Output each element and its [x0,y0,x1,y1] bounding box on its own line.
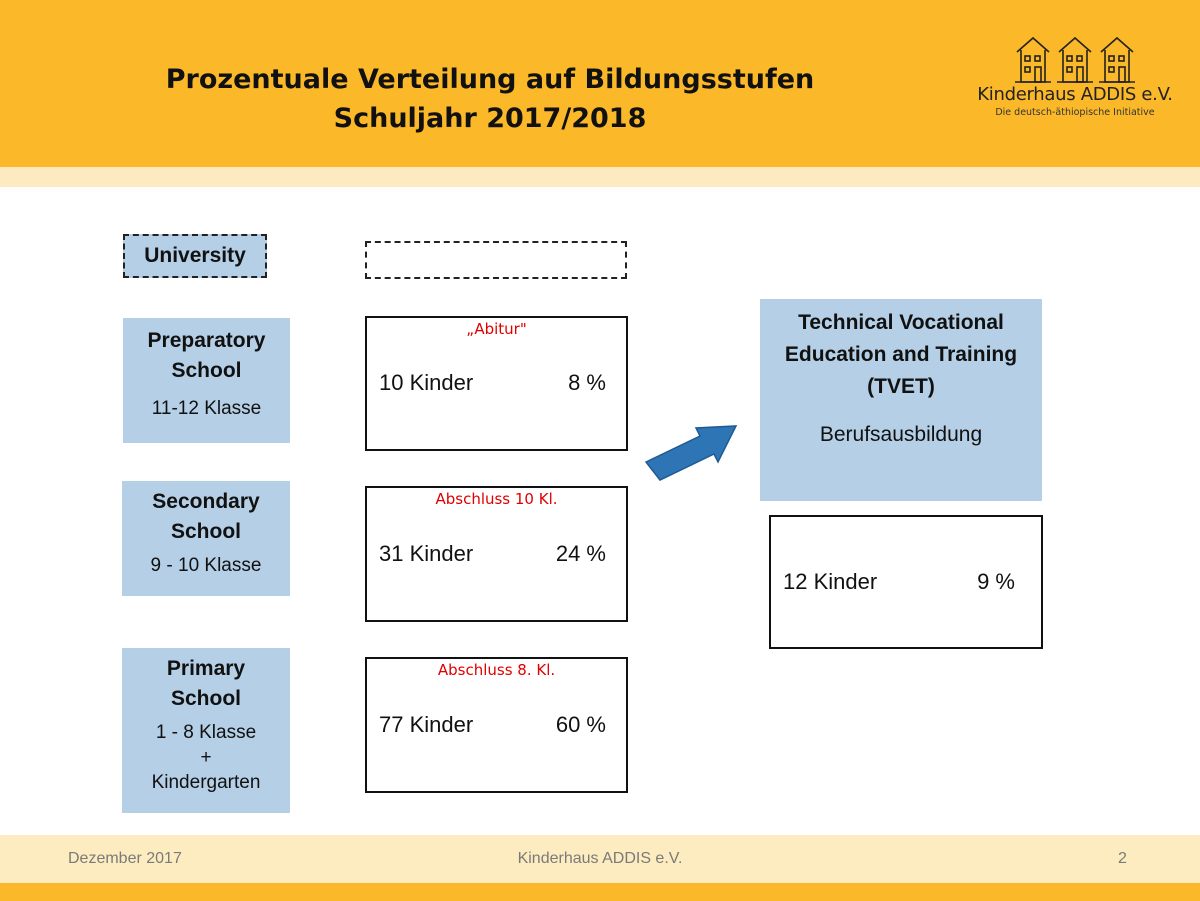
title-line-1: Prozentuale Verteilung auf Bildungsstufen [165,64,815,95]
child-count: 10 Kinder [379,370,474,395]
primary-data-box [365,657,628,793]
footer-organization: Kinderhaus ADDIS e.V. [517,850,683,867]
child-count: 77 Kinder [379,712,474,737]
header-band [0,167,1200,187]
three-houses-icon [1013,36,1137,84]
university-data-box [365,241,627,279]
stage-primary [122,648,290,813]
tvet-name-line3: (TVET) [867,375,935,398]
stage-note: „Abitur" [466,320,527,338]
stage-name-line2: School [171,359,242,382]
child-count: 12 Kinder [783,569,878,594]
stage-name-line1: Preparatory [147,329,266,352]
tvet-name-line2: Education and Training [784,343,1018,366]
title-line-2: Schuljahr 2017/2018 [333,103,647,134]
stage-note: Abschluss 8. Kl. [437,661,556,679]
stage-name-line2: School [170,687,241,710]
stage-preparatory [123,318,290,443]
stage-university [123,234,267,278]
footer-bar [0,883,1200,901]
tvet-name-line1: Technical Vocational [798,311,1004,334]
stage-name-line2: School [170,520,241,543]
child-count: 31 Kinder [379,541,474,566]
percentage: 9 % [977,569,1015,594]
tvet-subtitle: Berufsausbildung [819,423,983,446]
tvet-box [760,299,1042,501]
stage-note: Abschluss 10 Kl. [435,490,558,508]
footer-date: Dezember 2017 [68,850,182,867]
stage-classes-plus: + [200,747,212,768]
tvet-data-box [769,515,1043,649]
stage-name-line1: Primary [166,657,246,680]
percentage: 60 % [555,712,606,737]
percentage: 8 % [568,370,606,395]
page-title [100,60,880,138]
stage-classes: 11-12 Klasse [151,398,262,419]
stage-name: University [144,244,246,267]
logo-tagline: Die deutsch-äthiopische Initiative [995,107,1155,118]
preparatory-data-box [365,316,628,451]
stage-classes-kindergarten: Kindergarten [151,772,261,793]
logo-name: Kinderhaus ADDIS e.V. [977,84,1173,105]
secondary-data-box [365,486,628,622]
logo [965,36,1185,126]
page-number: 2 [1118,850,1127,867]
stage-name-line1: Secondary [152,490,260,513]
percentage: 24 % [555,541,606,566]
stage-classes: 9 - 10 Klasse [150,555,262,576]
stage-secondary [122,481,290,596]
arrow-up-right-icon [640,420,740,490]
stage-classes: 1 - 8 Klasse [155,722,257,743]
